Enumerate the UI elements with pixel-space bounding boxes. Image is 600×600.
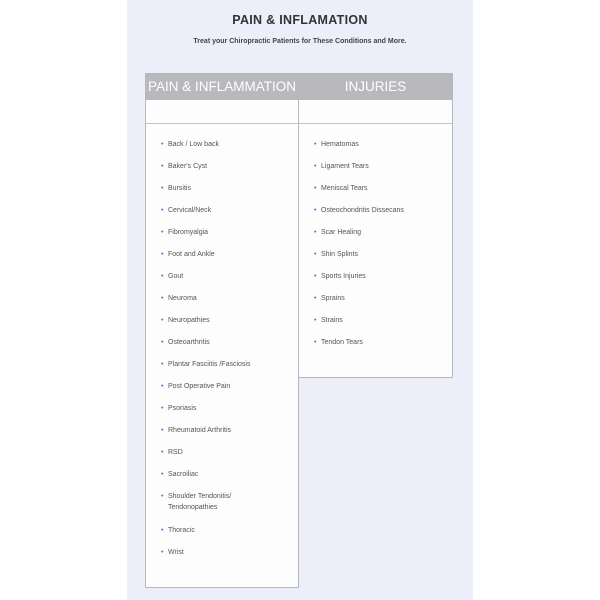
list-item: • Cervical/Neck [168,205,211,216]
pain-inflammation-subheader-row [146,100,298,124]
list-item: • Neuropathies [168,315,210,326]
list-item: • Tendon Tears [321,337,363,348]
content-panel [127,0,473,600]
list-item: • Rheumatoid Arthritis [168,425,231,436]
page-title: PAIN & INFLAMATION [232,13,368,27]
list-item: • Osteochondritis Dissecans [321,205,404,216]
pain-inflammation-header: PAIN & INFLAMMATION [146,74,298,100]
list-item: • Thoracic [168,525,195,536]
list-item: • Wrist [168,547,184,558]
list-item: • Meniscal Tears [321,183,368,194]
list-item: • Ligament Tears [321,161,369,172]
list-item: • Scar Healing [321,227,361,238]
injuries-header: INJURIES [299,74,452,100]
list-item: • Shoulder Tendonitis/ Tendonopathies [168,491,248,513]
list-item: • Plantar Fasciitis /Fasciosis [168,359,250,370]
list-item: • Neuroma [168,293,197,304]
list-item: • Back / Low back [168,139,219,150]
list-item: • Sports Injuries [321,271,366,282]
list-item: • Shin Splints [321,249,358,260]
list-item: • RSD [168,447,183,458]
list-item: • Sacroiliac [168,469,198,480]
list-item: • Psoriasis [168,403,196,414]
list-item: • Gout [168,271,183,282]
list-item: • Bursitis [168,183,191,194]
list-item: • Strains [321,315,343,326]
injuries-subheader-row [299,100,452,124]
list-item: • Sprains [321,293,345,304]
list-item: • Foot and Ankle [168,249,215,260]
injuries-column [298,73,453,378]
pain-inflammation-column [145,73,299,588]
list-item: • Baker's Cyst [168,161,207,172]
page-subtitle: Treat your Chiropractic Patients for These Conditions and More. [193,38,407,45]
list-item: • Fibromyalgia [168,227,208,238]
list-item: • Post Operative Pain [168,381,230,392]
list-item: • Osteoarthritis [168,337,210,348]
list-item: • Hematomas [321,139,359,150]
